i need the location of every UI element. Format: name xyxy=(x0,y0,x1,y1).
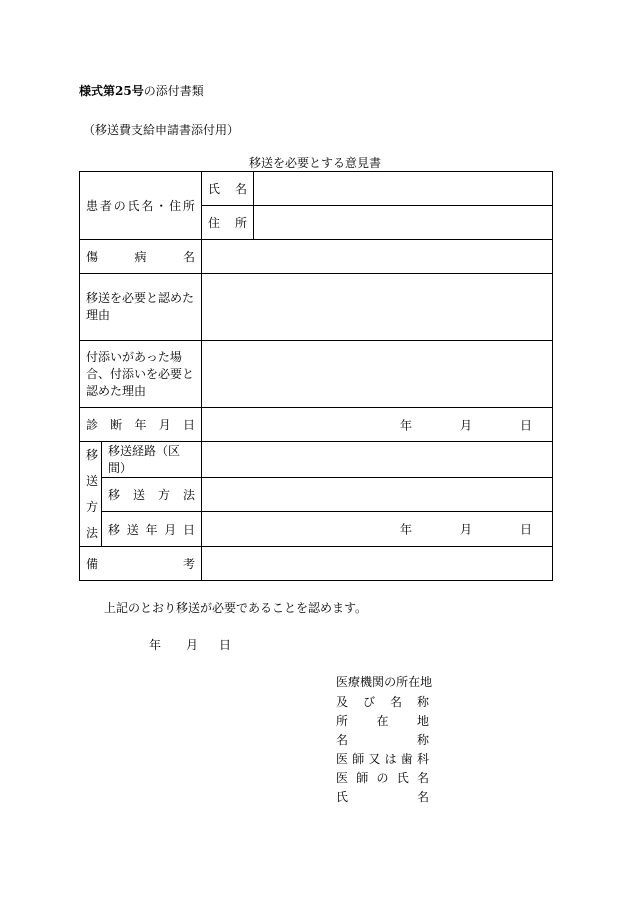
reason-label-cell xyxy=(80,274,202,341)
route-field[interactable] xyxy=(202,442,553,478)
patient-name-field[interactable] xyxy=(254,172,553,206)
reason-label: 移送を必要と認めた理由 xyxy=(86,291,195,322)
month-label: 月 xyxy=(186,638,199,652)
patient-label: 患 者 の 氏 名 ・ 住 所 xyxy=(86,199,195,213)
signature-line-2: 及 び 名 称 xyxy=(336,695,429,709)
address-label: 住 所 xyxy=(208,216,247,230)
attendant-label: 付添いがあった場合、付添いを必要と認めた理由 xyxy=(86,349,195,398)
remarks-label: 備 考 xyxy=(86,557,195,571)
attendant-label-cell xyxy=(80,341,202,408)
signature-line-1: 医 療 機 関 の 所 在 地 xyxy=(336,675,433,689)
route-label-cell xyxy=(102,442,202,478)
injury-label-cell xyxy=(80,240,202,274)
transport-group-label: 移送方法 xyxy=(86,448,99,540)
route-label: 移送経路（区間） xyxy=(108,444,181,476)
transport-date-field[interactable] xyxy=(202,512,553,547)
remarks-label-cell xyxy=(80,547,202,581)
name-label: 氏 名 xyxy=(208,182,247,196)
year-label: 年 xyxy=(400,522,413,537)
year-label: 年 xyxy=(149,638,162,652)
diagnosis-date-label: 診 断 年 月 日 xyxy=(86,418,195,432)
month-label: 月 xyxy=(460,418,473,432)
signature-line-5: 医 師 又 は 歯 科 xyxy=(336,752,429,766)
diagnosis-date-label-cell xyxy=(80,408,202,442)
signature-line-4: 名 称 xyxy=(336,733,429,747)
transport-date-label: 移 送 年 月 日 xyxy=(108,522,195,537)
document-title: 移送を必要とする意見書 xyxy=(248,156,381,170)
day-label: 日 xyxy=(219,638,232,652)
injury-label: 傷 病 名 xyxy=(86,250,195,264)
patient-address-field[interactable] xyxy=(254,206,553,240)
form-number: 様式第25号の添付書類 xyxy=(79,84,204,98)
form-suffix: の添付書類 xyxy=(143,84,204,98)
day-label: 日 xyxy=(520,418,533,432)
injury-name-field[interactable] xyxy=(202,240,553,274)
method-field[interactable] xyxy=(202,477,553,512)
confirmation-text: 上記のとおり移送が必要であることを認めます。 xyxy=(104,601,368,615)
name-label-cell xyxy=(202,172,254,206)
year-label: 年 xyxy=(400,418,413,432)
month-label: 月 xyxy=(460,522,473,537)
signature-line-3: 所 在 地 xyxy=(336,714,429,728)
diagnosis-date-field[interactable] xyxy=(202,408,553,442)
opinion-table xyxy=(79,171,553,581)
attendant-reason-field[interactable] xyxy=(202,341,553,408)
day-label: 日 xyxy=(520,522,533,537)
attachment-use: （移送費支給申請書添付用） xyxy=(83,123,240,137)
signature-line-6: 医 師 の 氏 名 xyxy=(336,771,429,785)
transport-date-label-cell xyxy=(102,512,202,547)
transport-group-label-cell xyxy=(80,442,102,547)
signature-line-7: 氏 名 xyxy=(336,790,429,804)
method-label: 移 送 方 法 xyxy=(108,488,195,502)
address-label-cell xyxy=(202,206,254,240)
reason-field[interactable] xyxy=(202,274,553,341)
remarks-field[interactable] xyxy=(202,547,553,581)
method-label-cell xyxy=(102,477,202,512)
patient-label-cell xyxy=(80,172,202,240)
